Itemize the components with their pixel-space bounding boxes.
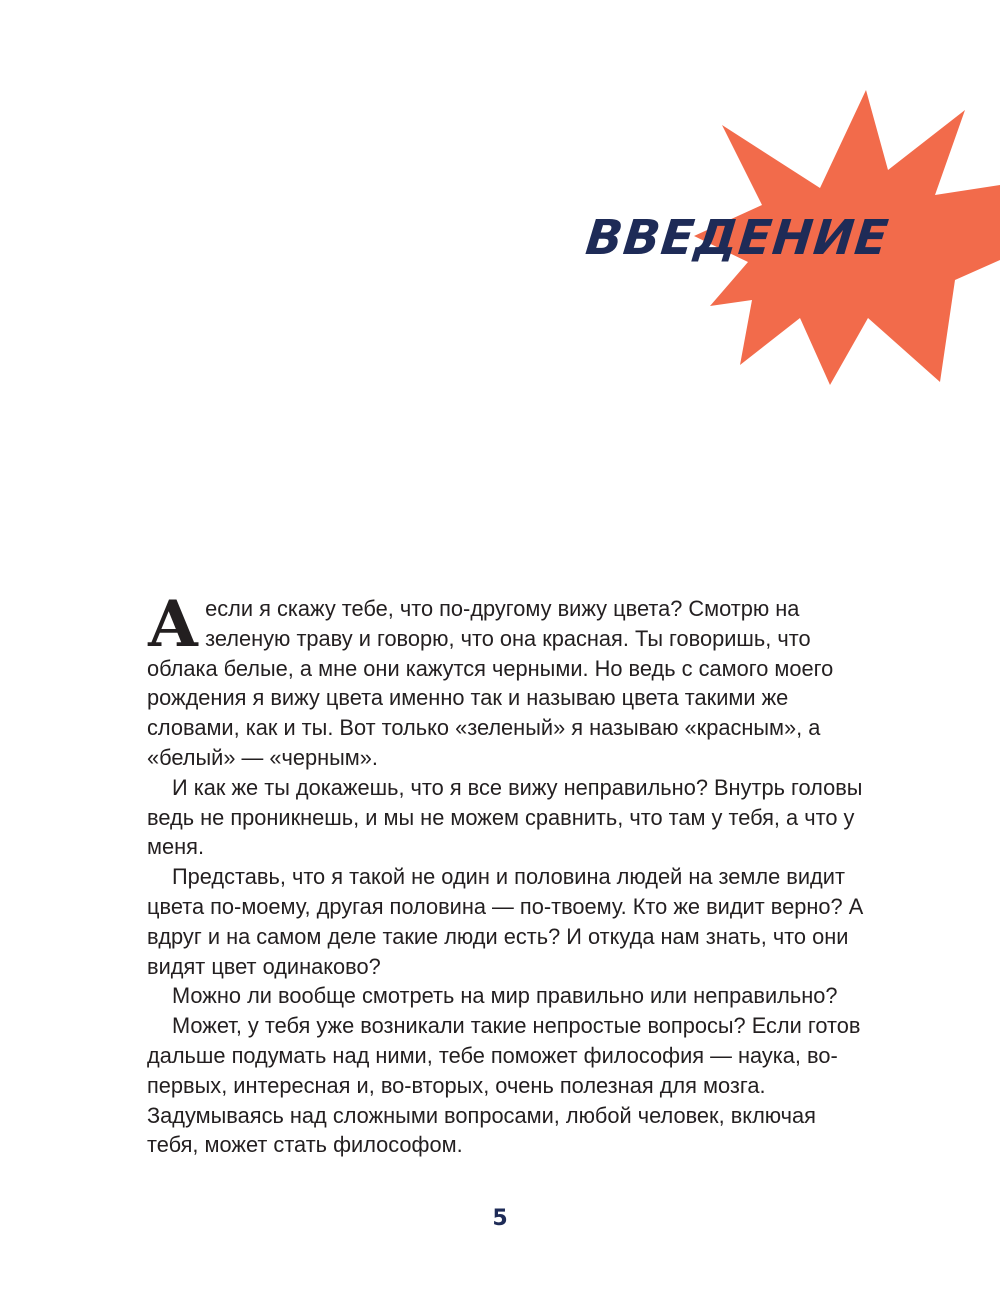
- chapter-title: ВВЕДЕНИЕ: [583, 210, 892, 266]
- paragraph-text: если я скажу тебе, что по-другому вижу цвета? Смотрю на зеленую траву и говорю, что она красная. Ты говоришь, что облака белые, а мне они кажутся черными. Но ведь с самого моего рождения я вижу цвета именно так и называю цвета такими же словами, как и ты. Вот только «зеленый» я называю «красным», а «белый» — «черным».: [147, 596, 834, 770]
- paragraph: Может, у тебя уже возникали такие непростые вопросы? Если готов дальше подумать над ними, тебе поможет философия — наука, во-первых, интересная и, во-вторых, очень полезная для мозга. Задумываясь над сложными вопросами, любой человек, включая тебя, может стать философом.: [147, 1013, 861, 1158]
- body-text: [147, 587, 867, 1160]
- paragraph: И как же ты докажешь, что я все вижу неправильно? Внутрь головы ведь не проникнешь, и мы не можем сравнить, что там у тебя, а что у меня.: [147, 774, 863, 860]
- page-number: 5: [492, 1206, 508, 1231]
- drop-cap: А: [147, 587, 200, 662]
- paragraph: [147, 587, 867, 773]
- paragraph: Представь, что я такой не один и половина людей на земле видит цвета по-моему, другая половина — по-твоему. Кто же видит верно? А вдруг и на самом деле такие люди есть? И откуда нам знать, что они видят цвет одинаково?: [147, 864, 864, 979]
- paragraph: Можно ли вообще смотреть на мир правильно или неправильно?: [172, 983, 838, 1009]
